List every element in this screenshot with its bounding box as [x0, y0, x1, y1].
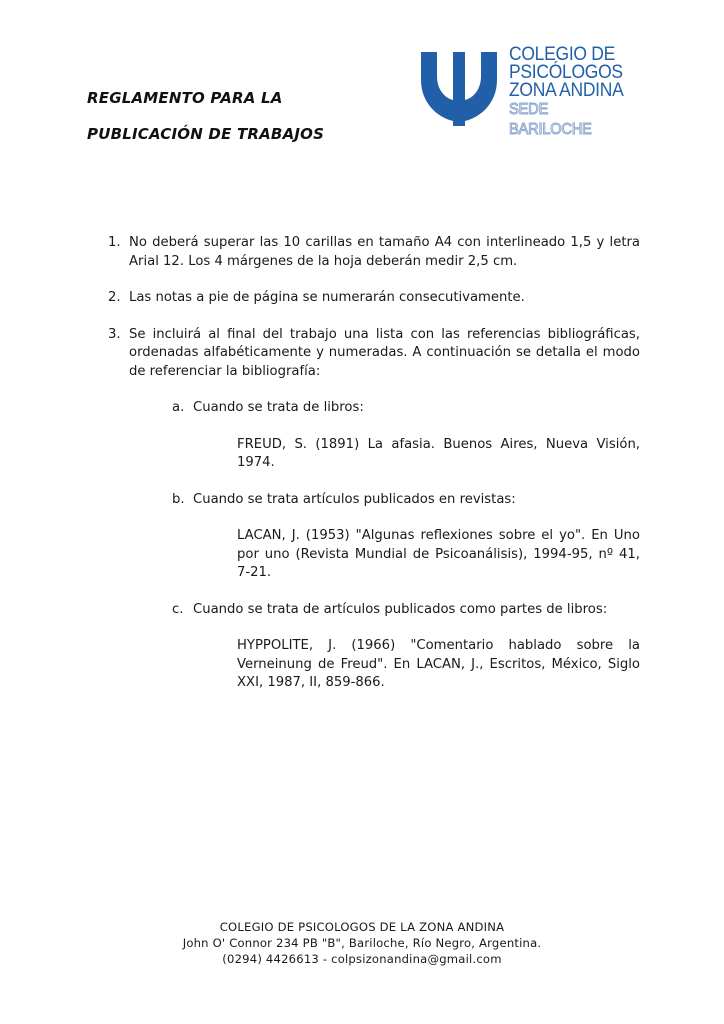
logo-line-3: ZONA ANDINA — [509, 80, 624, 101]
sub-item-text: Cuando se trata de libros: — [193, 400, 364, 415]
page-title-line-1: REGLAMENTO PARA LA — [87, 89, 283, 107]
sub-item-text: Cuando se trata artículos publicados en revistas: — [193, 491, 516, 507]
rule-item — [108, 289, 640, 308]
sub-item — [172, 601, 640, 693]
page-footer — [0, 919, 724, 967]
rule-text: No deberá superar las 10 carillas en tamaño A4 con interlineado 1,5 y letra Arial 12. Los 4 márgenes de la hoja deberán medir 2,5 cm. — [129, 235, 640, 269]
regulation-body — [108, 234, 640, 711]
sub-item — [172, 491, 640, 583]
rule-text: Las notas a pie de página se numerarán consecutivamente. — [129, 290, 525, 305]
logo-line-1: COLEGIO DE — [509, 44, 616, 65]
rule-number: 3. — [108, 326, 121, 342]
sub-item-letter: a. — [172, 400, 185, 415]
footer-address: John O' Connor 234 PB "B", Bariloche, Río Negro, Argentina. — [182, 936, 542, 950]
reference-example: HYPPOLITE, J. (1966) "Comentario hablado sobre la Verneinung de Freud". En LACAN, J., Escritos, México, Siglo XXI, 1987, II, 859-866. — [237, 638, 640, 690]
page-title-line-2: PUBLICACIÓN DE TRABAJOS — [87, 125, 325, 143]
rule-item — [108, 234, 640, 271]
rule-number: 2. — [108, 290, 121, 305]
sub-item-letter: b. — [172, 491, 185, 507]
reference-example: LACAN, J. (1953) "Algunas reflexiones sobre el yo". En Uno por uno (Revista Mundial de Psicoanálisis), 1994-95, nº 41, 7-21. — [237, 528, 640, 580]
rule-number: 1. — [108, 235, 121, 250]
rule-text: Se incluirá al final del trabajo una lista con las referencias bibliográficas, ordenadas alfabéticamente y numeradas. A continuación se detalla el modo de referenciar la bibliografía: — [129, 326, 640, 379]
logo-line-2: PSICÓLOGOS — [509, 62, 623, 83]
sub-item-letter: c. — [172, 601, 184, 617]
sub-item-text: Cuando se trata de artículos publicados como partes de libros: — [193, 601, 608, 617]
logo-wordmark — [509, 46, 637, 140]
psi-logo-icon — [417, 46, 501, 128]
rule-item — [108, 326, 640, 693]
logo-line-4: SEDE BARILOCHE — [509, 101, 592, 138]
footer-org-name: COLEGIO DE PSICOLOGOS DE LA ZONA ANDINA — [219, 920, 505, 934]
sub-item — [172, 399, 640, 473]
college-logo — [417, 44, 637, 138]
reference-example: FREUD, S. (1891) La afasia. Buenos Aires, Nueva Visión, 1974. — [237, 436, 640, 470]
footer-contact: (0294) 4426613 - colpsizonandina@gmail.com — [222, 952, 502, 966]
